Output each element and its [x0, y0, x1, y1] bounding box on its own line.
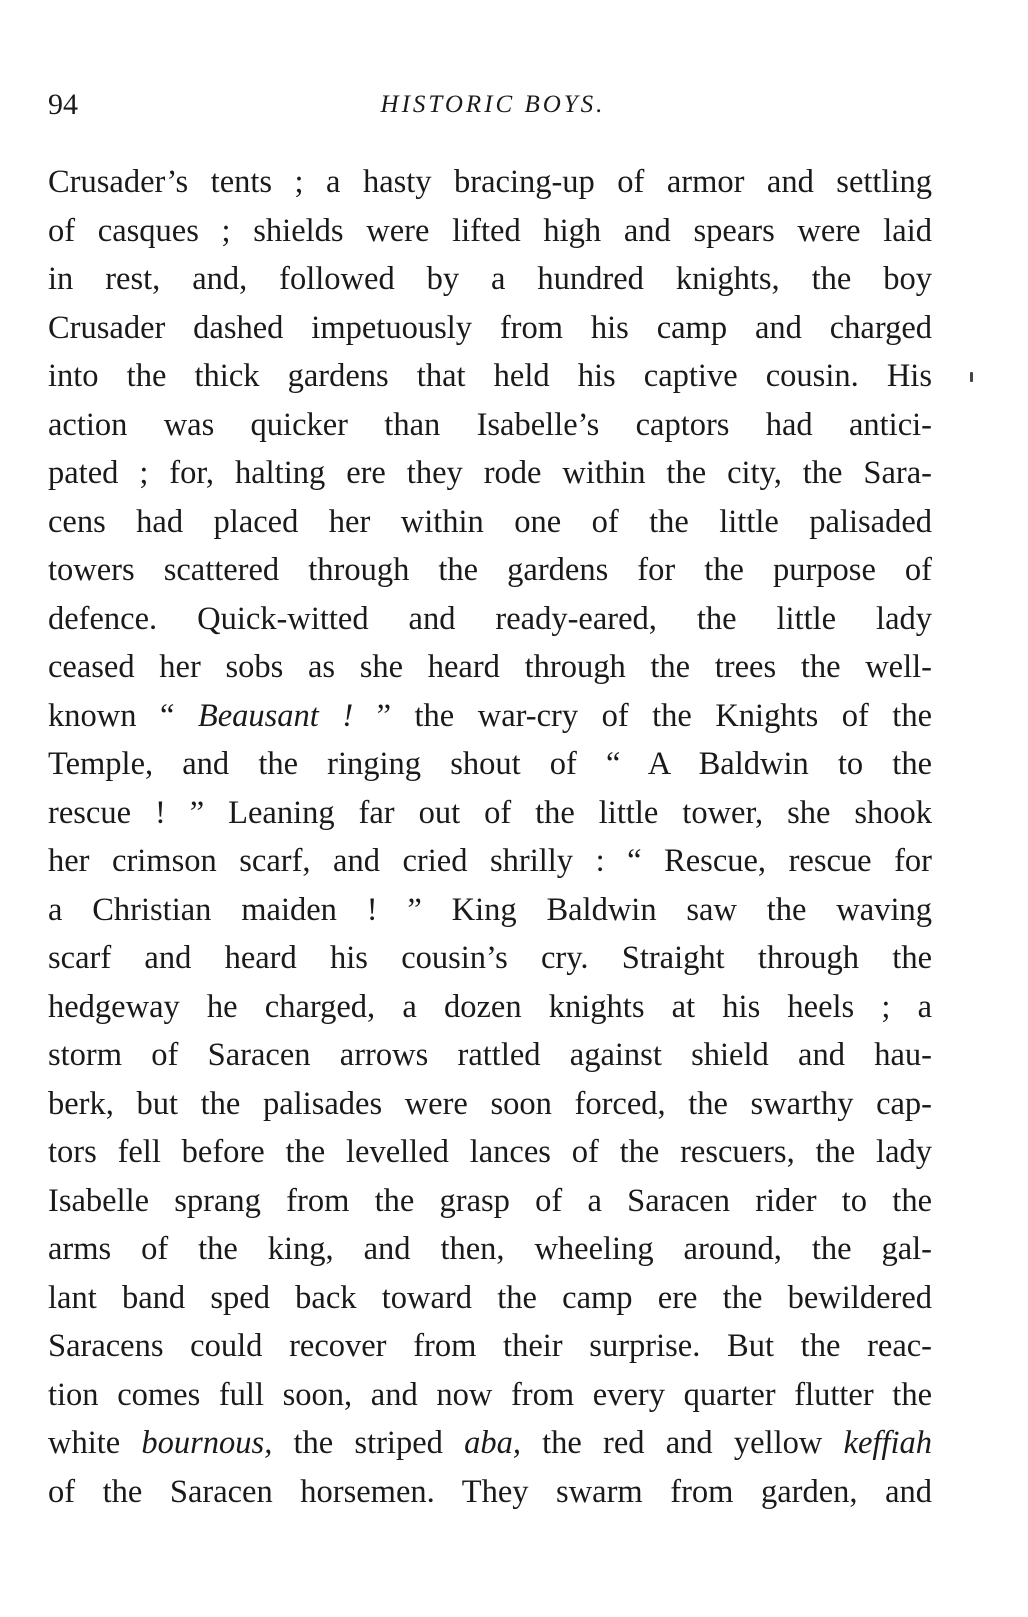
body-text	[48, 158, 932, 1516]
text-segment: known “	[48, 697, 198, 734]
text-line	[48, 401, 932, 450]
text-segment: the striped	[272, 1425, 465, 1461]
text-line	[48, 886, 932, 935]
text-line	[48, 1371, 932, 1420]
text-segment: towers scattered through the gardens for the purpose of	[48, 552, 932, 588]
text-segment: scarf and heard his cousin’s cry. Straight through the	[48, 940, 932, 976]
text-line	[48, 255, 932, 304]
text-line	[48, 158, 932, 207]
text-segment: lant band sped back toward the camp ere the bewildered	[48, 1279, 932, 1316]
text-segment: into the thick gardens that held his captive cousin. His	[48, 358, 932, 394]
text-line	[48, 1031, 932, 1080]
text-segment: in rest, and, followed by a hundred knights, the boy	[48, 261, 932, 297]
text-segment: white	[48, 1425, 142, 1461]
text-line	[48, 449, 932, 498]
text-line	[48, 498, 932, 547]
italic-text: aba,	[464, 1425, 521, 1461]
text-segment: Crusader’s tents ; a hasty bracing-up of armor and settling	[48, 164, 932, 200]
text-line	[48, 1322, 932, 1371]
text-segment: tors fell before the levelled lances of the rescuers, the lady	[48, 1134, 932, 1170]
text-segment: cens had placed her within one of the little palisaded	[48, 503, 932, 540]
text-line	[48, 934, 932, 983]
text-line	[48, 1274, 932, 1323]
text-line	[48, 352, 932, 401]
text-segment: Isabelle sprang from the grasp of a Saracen rider to the	[48, 1182, 932, 1219]
text-line	[48, 595, 932, 644]
italic-text: bournous,	[141, 1425, 273, 1461]
text-line	[48, 1225, 932, 1274]
text-line	[48, 837, 932, 886]
margin-mark	[970, 372, 973, 382]
text-line	[48, 1128, 932, 1177]
text-segment: action was quicker than Isabelle’s captors had antici-	[48, 406, 932, 443]
text-segment: Crusader dashed impetuously from his camp and charged	[48, 309, 932, 346]
text-line	[48, 207, 932, 256]
text-segment: her crimson scarf, and cried shrilly : “ Rescue, rescue for	[48, 843, 932, 879]
text-segment: pated ; for, halting ere they rode within the city, the Sara-	[48, 455, 932, 491]
text-segment: a Christian maiden ! ” King Baldwin saw the waving	[48, 891, 932, 928]
text-line	[48, 1177, 932, 1226]
text-segment: ” the war-cry of the Knights of the	[353, 697, 932, 734]
text-segment: arms of the king, and then, wheeling around, the gal-	[48, 1231, 932, 1267]
page-number: 94	[48, 88, 78, 121]
italic-text: keffiah	[843, 1425, 932, 1461]
text-segment: Saracens could recover from their surprise. But the reac-	[48, 1328, 932, 1364]
text-segment: tion comes full soon, and now from every quarter flutter the	[48, 1376, 932, 1413]
text-line	[48, 643, 932, 692]
text-segment: Temple, and the ringing shout of “ A Baldwin to the	[48, 746, 932, 782]
text-line	[48, 983, 932, 1032]
text-segment: of the Saracen horsemen. They swarm from garden, and	[48, 1473, 932, 1510]
text-line	[48, 304, 932, 353]
text-segment: the red and yellow	[520, 1425, 844, 1461]
text-line	[48, 692, 932, 741]
text-segment: hedgeway he charged, a dozen knights at his heels ; a	[48, 988, 932, 1025]
running-head	[48, 82, 938, 128]
text-line	[48, 789, 932, 838]
running-title: HISTORIC BOYS.	[380, 91, 606, 118]
text-line	[48, 1080, 932, 1129]
text-line	[48, 546, 932, 595]
text-segment: rescue ! ” Leaning far out of the little tower, she shook	[48, 794, 932, 831]
text-segment: storm of Saracen arrows rattled against shield and hau-	[48, 1037, 932, 1073]
text-segment: of casques ; shields were lifted high and spears were laid	[48, 212, 932, 249]
text-line	[48, 1468, 932, 1517]
italic-text: Beausant !	[197, 697, 354, 734]
text-segment: defence. Quick-witted and ready-eared, the little lady	[48, 600, 932, 637]
text-segment: ceased her sobs as she heard through the trees the well-	[48, 649, 932, 685]
text-line	[48, 1419, 932, 1468]
text-segment: berk, but the palisades were soon forced, the swarthy cap-	[48, 1085, 932, 1122]
text-line	[48, 740, 932, 789]
